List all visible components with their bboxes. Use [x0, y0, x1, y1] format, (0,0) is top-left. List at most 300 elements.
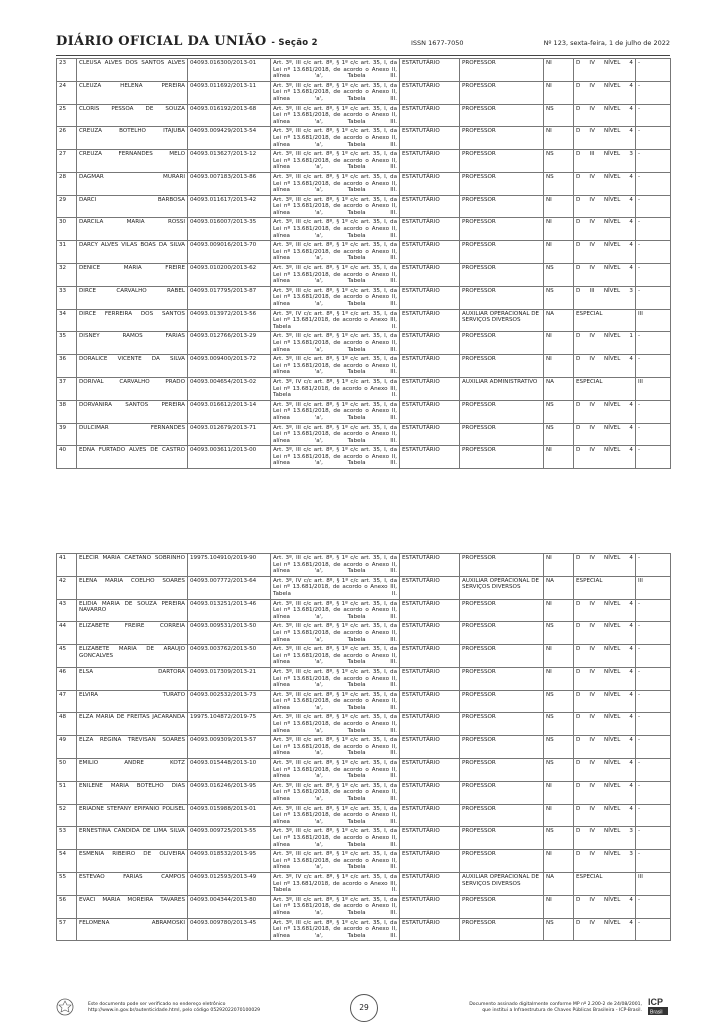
class-level: D IV NÍVEL 4 — [574, 172, 636, 195]
person-name: DARCI BARBOSA — [77, 195, 188, 218]
process-number: 04093.009309/2013-57 — [188, 736, 271, 759]
table-row — [57, 895, 671, 918]
person-name: ESTEVAO FARIAS CAMPOS — [77, 872, 188, 895]
regime: ESTATUTÁRIO — [400, 446, 460, 469]
process-number: 04093.009780/2013-45 — [188, 918, 271, 941]
table-row — [57, 400, 671, 423]
position-title: AUXILIAR ADMINISTRATIVO — [460, 377, 544, 400]
records-table-2 — [56, 553, 671, 941]
regime: ESTATUTÁRIO — [400, 827, 460, 850]
position-title: PROFESSOR — [460, 423, 544, 446]
education-level: NA — [544, 377, 574, 400]
row-number: 50 — [57, 759, 77, 782]
row-number: 35 — [57, 332, 77, 355]
person-name: DAGMAR MURARI — [77, 172, 188, 195]
class-level: D IV NÍVEL 4 — [574, 355, 636, 378]
row-number: 41 — [57, 554, 77, 577]
class-level: D IV NÍVEL 1 — [574, 332, 636, 355]
verification-note — [88, 1002, 260, 1014]
person-name: FELOMENA ABRAMOSKI — [77, 918, 188, 941]
position-title: PROFESSOR — [460, 713, 544, 736]
row-number: 55 — [57, 872, 77, 895]
table-row — [57, 264, 671, 287]
education-level: NI — [544, 332, 574, 355]
class-level: D IV NÍVEL 4 — [574, 736, 636, 759]
table-row — [57, 667, 671, 690]
row-number: 32 — [57, 264, 77, 287]
process-number: 04093.003762/2013-50 — [188, 645, 271, 668]
regime: ESTATUTÁRIO — [400, 645, 460, 668]
position-title: PROFESSOR — [460, 690, 544, 713]
position-title: PROFESSOR — [460, 781, 544, 804]
records-table-1 — [56, 58, 671, 469]
extra-code: - — [636, 759, 671, 782]
education-level: NI — [544, 554, 574, 577]
regime: ESTATUTÁRIO — [400, 736, 460, 759]
process-number: 04093.013251/2013-46 — [188, 599, 271, 622]
row-number: 48 — [57, 713, 77, 736]
page-header — [56, 33, 670, 56]
legal-basis: Art. 3º, III c/c art. 8º, § 1º c/c art. 35, I, da Lei nº 13.681/2018, de acordo o Anexo II, alínea 'a', Tabela III. — [271, 850, 400, 873]
person-name: ERIADNE STEFANY EPIFANIO POLISEL — [77, 804, 188, 827]
education-level: NS — [544, 690, 574, 713]
legal-basis: Art. 3º, III c/c art. 8º, § 1º c/c art. 35, I, da Lei nº 13.681/2018, de acordo o Anexo II, alínea 'a', Tabela III. — [271, 127, 400, 150]
table-row — [57, 599, 671, 622]
legal-basis: Art. 3º, III c/c art. 8º, § 1º c/c art. 35, I, da Lei nº 13.681/2018, de acordo o Anexo II, alínea 'a', Tabela III. — [271, 218, 400, 241]
page-footer — [56, 998, 670, 1020]
extra-code: - — [636, 622, 671, 645]
regime: ESTATUTÁRIO — [400, 690, 460, 713]
position-title: PROFESSOR — [460, 81, 544, 104]
person-name: ERNESTINA CANDIDA DE LIMA SILVA — [77, 827, 188, 850]
legal-basis: Art. 3º, III c/c art. 8º, § 1º c/c art. 35, I, da Lei nº 13.681/2018, de acordo o Anexo II, alínea 'a', Tabela III. — [271, 599, 400, 622]
education-level: NI — [544, 355, 574, 378]
class-level: ESPECIAL — [574, 309, 636, 332]
position-title: PROFESSOR — [460, 150, 544, 173]
regime: ESTATUTÁRIO — [400, 850, 460, 873]
row-number: 54 — [57, 850, 77, 873]
class-level: D IV NÍVEL 3 — [574, 827, 636, 850]
extra-code: - — [636, 172, 671, 195]
education-level: NI — [544, 781, 574, 804]
row-number: 43 — [57, 599, 77, 622]
legal-basis: Art. 3º, IV c/c art. 8º, § 1º c/c art. 35, I, da Lei nº 13.681/2018, de acordo o Anexo III, Tabela II. — [271, 576, 400, 599]
class-level: D IV NÍVEL 4 — [574, 195, 636, 218]
position-title: PROFESSOR — [460, 332, 544, 355]
legal-basis: Art. 3º, III c/c art. 8º, § 1º c/c art. 35, I, da Lei nº 13.681/2018, de acordo o Anexo II, alínea 'a', Tabela III. — [271, 332, 400, 355]
position-title: PROFESSOR — [460, 241, 544, 264]
education-level: NI — [544, 195, 574, 218]
person-name: ELVIRA TURATO — [77, 690, 188, 713]
position-title: PROFESSOR — [460, 218, 544, 241]
regime: ESTATUTÁRIO — [400, 713, 460, 736]
regime: ESTATUTÁRIO — [400, 781, 460, 804]
table-row — [57, 127, 671, 150]
legal-basis: Art. 3º, III c/c art. 8º, § 1º c/c art. 35, I, da Lei nº 13.681/2018, de acordo o Anexo II, alínea 'a', Tabela III. — [271, 286, 400, 309]
class-level: D IV NÍVEL 4 — [574, 895, 636, 918]
signature-note — [469, 1002, 642, 1014]
legal-basis: Art. 3º, III c/c art. 8º, § 1º c/c art. 35, I, da Lei nº 13.681/2018, de acordo o Anexo II, alínea 'a', Tabela III. — [271, 713, 400, 736]
extra-code: - — [636, 804, 671, 827]
issue-date: Nº 123, sexta-feira, 1 de julho de 2022 — [543, 39, 670, 47]
section-label: - Seção 2 — [271, 38, 318, 48]
education-level: NS — [544, 622, 574, 645]
legal-basis: Art. 3º, III c/c art. 8º, § 1º c/c art. 35, I, da Lei nº 13.681/2018, de acordo o Anexo II, alínea 'a', Tabela III. — [271, 81, 400, 104]
person-name: CLEUSA ALVES DOS SANTOS ALVES — [77, 59, 188, 82]
education-level: NI — [544, 81, 574, 104]
process-number: 04093.009531/2013-50 — [188, 622, 271, 645]
class-level: D IV NÍVEL 4 — [574, 759, 636, 782]
person-name: CREUZA FERNANDES MELO — [77, 150, 188, 173]
table-row — [57, 286, 671, 309]
table-row — [57, 377, 671, 400]
position-title: PROFESSOR — [460, 918, 544, 941]
regime: ESTATUTÁRIO — [400, 918, 460, 941]
education-level: NS — [544, 918, 574, 941]
extra-code: - — [636, 332, 671, 355]
row-number: 57 — [57, 918, 77, 941]
education-level: NS — [544, 172, 574, 195]
process-number: 04093.004344/2013-80 — [188, 895, 271, 918]
education-level: NA — [544, 576, 574, 599]
education-level: NI — [544, 446, 574, 469]
class-level: D IV NÍVEL 4 — [574, 127, 636, 150]
extra-code: - — [636, 195, 671, 218]
process-number: 04093.012766/2013-29 — [188, 332, 271, 355]
extra-code: - — [636, 81, 671, 104]
person-name: DORVANIRA SANTOS PEREIRA — [77, 400, 188, 423]
position-title: PROFESSOR — [460, 104, 544, 127]
legal-basis: Art. 3º, III c/c art. 8º, § 1º c/c art. 35, I, da Lei nº 13.681/2018, de acordo o Anexo II, alínea 'a', Tabela III. — [271, 355, 400, 378]
class-level: D IV NÍVEL 4 — [574, 667, 636, 690]
regime: ESTATUTÁRIO — [400, 332, 460, 355]
coat-of-arms-icon — [56, 998, 74, 1016]
extra-code: III — [636, 576, 671, 599]
row-number: 56 — [57, 895, 77, 918]
class-level: D IV NÍVEL 4 — [574, 218, 636, 241]
process-number: 04093.003611/2013-00 — [188, 446, 271, 469]
table-row — [57, 554, 671, 577]
row-number: 42 — [57, 576, 77, 599]
education-level: NS — [544, 713, 574, 736]
table-row — [57, 736, 671, 759]
legal-basis: Art. 3º, III c/c art. 8º, § 1º c/c art. 35, I, da Lei nº 13.681/2018, de acordo o Anexo II, alínea 'a', Tabela III. — [271, 400, 400, 423]
education-level: NI — [544, 241, 574, 264]
education-level: NI — [544, 850, 574, 873]
process-number: 04093.017795/2013-87 — [188, 286, 271, 309]
table-row — [57, 872, 671, 895]
extra-code: - — [636, 400, 671, 423]
legal-basis: Art. 3º, III c/c art. 8º, § 1º c/c art. 35, I, da Lei nº 13.681/2018, de acordo o Anexo II, alínea 'a', Tabela III. — [271, 804, 400, 827]
row-number: 27 — [57, 150, 77, 173]
row-number: 51 — [57, 781, 77, 804]
person-name: CLEUZA HELENA PEREIRA — [77, 81, 188, 104]
extra-code: - — [636, 713, 671, 736]
regime: ESTATUTÁRIO — [400, 241, 460, 264]
person-name: ENILENE MARIA BOTELHO DIAS — [77, 781, 188, 804]
education-level: NI — [544, 218, 574, 241]
education-level: NI — [544, 645, 574, 668]
class-level: D IV NÍVEL 4 — [574, 622, 636, 645]
legal-basis: Art. 3º, III c/c art. 8º, § 1º c/c art. 35, I, da Lei nº 13.681/2018, de acordo o Anexo II, alínea 'a', Tabela III. — [271, 759, 400, 782]
process-number: 04093.016192/2013-68 — [188, 104, 271, 127]
regime: ESTATUTÁRIO — [400, 172, 460, 195]
regime: ESTATUTÁRIO — [400, 622, 460, 645]
table-row — [57, 713, 671, 736]
process-number: 04093.009400/2013-72 — [188, 355, 271, 378]
class-level: D IV NÍVEL 4 — [574, 264, 636, 287]
regime: ESTATUTÁRIO — [400, 81, 460, 104]
extra-code: - — [636, 104, 671, 127]
education-level: NI — [544, 59, 574, 82]
position-title: PROFESSOR — [460, 195, 544, 218]
class-level: D IV NÍVEL 4 — [574, 645, 636, 668]
process-number: 04093.018532/2013-95 — [188, 850, 271, 873]
process-number: 04093.012679/2013-71 — [188, 423, 271, 446]
table-row — [57, 81, 671, 104]
person-name: DENICE MARIA FREIRE — [77, 264, 188, 287]
process-number: 04093.015448/2013-10 — [188, 759, 271, 782]
class-level: D IV NÍVEL 4 — [574, 241, 636, 264]
process-number: 04093.016007/2013-35 — [188, 218, 271, 241]
regime: ESTATUTÁRIO — [400, 309, 460, 332]
table-row — [57, 645, 671, 668]
class-level: D IV NÍVEL 4 — [574, 599, 636, 622]
extra-code: - — [636, 127, 671, 150]
person-name: DORIVAL CARVALHO PRADO — [77, 377, 188, 400]
person-name: ELIZABETE FREIRE CORREIA — [77, 622, 188, 645]
process-number: 04093.016300/2013-01 — [188, 59, 271, 82]
education-level: NI — [544, 804, 574, 827]
process-number: 04093.007183/2013-86 — [188, 172, 271, 195]
process-number: 04093.016246/2013-95 — [188, 781, 271, 804]
process-number: 04093.015988/2013-01 — [188, 804, 271, 827]
table-row — [57, 150, 671, 173]
regime: ESTATUTÁRIO — [400, 218, 460, 241]
row-number: 25 — [57, 104, 77, 127]
class-level: D IV NÍVEL 4 — [574, 59, 636, 82]
row-number: 46 — [57, 667, 77, 690]
regime: ESTATUTÁRIO — [400, 195, 460, 218]
position-title: PROFESSOR — [460, 355, 544, 378]
row-number: 52 — [57, 804, 77, 827]
person-name: CREUZA BOTELHO ITAJUBA — [77, 127, 188, 150]
person-name: DORALICE VICENTE DA SILVA — [77, 355, 188, 378]
regime: ESTATUTÁRIO — [400, 804, 460, 827]
table-row — [57, 332, 671, 355]
regime: ESTATUTÁRIO — [400, 759, 460, 782]
regime: ESTATUTÁRIO — [400, 104, 460, 127]
process-number: 04093.002532/2013-73 — [188, 690, 271, 713]
person-name: DIRCE CARVALHO RABEL — [77, 286, 188, 309]
education-level: NA — [544, 309, 574, 332]
table-row — [57, 423, 671, 446]
process-number: 19975.104910/2019-90 — [188, 554, 271, 577]
row-number: 38 — [57, 400, 77, 423]
education-level: NI — [544, 127, 574, 150]
process-number: 04093.009429/2013-54 — [188, 127, 271, 150]
legal-basis: Art. 3º, III c/c art. 8º, § 1º c/c art. 35, I, da Lei nº 13.681/2018, de acordo o Anexo II, alínea 'a', Tabela III. — [271, 554, 400, 577]
legal-basis: Art. 3º, IV c/c art. 8º, § 1º c/c art. 35, I, da Lei nº 13.681/2018, de acordo o Anexo III, Tabela II. — [271, 872, 400, 895]
legal-basis: Art. 3º, III c/c art. 8º, § 1º c/c art. 35, I, da Lei nº 13.681/2018, de acordo o Anexo II, alínea 'a', Tabela III. — [271, 241, 400, 264]
table-row — [57, 104, 671, 127]
row-number: 26 — [57, 127, 77, 150]
extra-code: - — [636, 286, 671, 309]
extra-code: III — [636, 377, 671, 400]
row-number: 39 — [57, 423, 77, 446]
process-number: 04093.009725/2013-55 — [188, 827, 271, 850]
class-level: D IV NÍVEL 4 — [574, 104, 636, 127]
table-row — [57, 59, 671, 82]
table-row — [57, 804, 671, 827]
extra-code: - — [636, 599, 671, 622]
extra-code: - — [636, 918, 671, 941]
table-row — [57, 172, 671, 195]
person-name: DISNEY RAMOS FARIAS — [77, 332, 188, 355]
row-number: 23 — [57, 59, 77, 82]
person-name: DARCILA MARIA ROSSI — [77, 218, 188, 241]
table-row — [57, 218, 671, 241]
extra-code: - — [636, 241, 671, 264]
person-name: DIRCE FERREIRA DOS SANTOS — [77, 309, 188, 332]
class-level: D III NÍVEL 3 — [574, 286, 636, 309]
row-number: 28 — [57, 172, 77, 195]
row-number: 47 — [57, 690, 77, 713]
process-number: 04093.016612/2013-14 — [188, 400, 271, 423]
class-level: D IV NÍVEL 4 — [574, 690, 636, 713]
regime: ESTATUTÁRIO — [400, 400, 460, 423]
verification-line-1: Este documento pode ser verificado no endereço eletrônico — [88, 1002, 226, 1007]
svg-text:Brasil: Brasil — [650, 1009, 663, 1016]
row-number: 33 — [57, 286, 77, 309]
regime: ESTATUTÁRIO — [400, 554, 460, 577]
legal-basis: Art. 3º, III c/c art. 8º, § 1º c/c art. 35, I, da Lei nº 13.681/2018, de acordo o Anexo II, alínea 'a', Tabela III. — [271, 446, 400, 469]
person-name: EDNA FURTADO ALVES DE CASTRO — [77, 446, 188, 469]
extra-code: - — [636, 690, 671, 713]
table-row — [57, 622, 671, 645]
process-number: 04093.010200/2013-62 — [188, 264, 271, 287]
person-name: EVACI MARIA MOREIRA TAVARES — [77, 895, 188, 918]
person-name: ELENA MARIA COELHO SOARES — [77, 576, 188, 599]
extra-code: - — [636, 59, 671, 82]
person-name: ELSA DARTORA — [77, 667, 188, 690]
position-title: PROFESSOR — [460, 827, 544, 850]
extra-code: - — [636, 150, 671, 173]
class-level: ESPECIAL — [574, 872, 636, 895]
process-number: 04093.013972/2013-56 — [188, 309, 271, 332]
process-number: 04093.009016/2013-70 — [188, 241, 271, 264]
row-number: 49 — [57, 736, 77, 759]
table-row — [57, 241, 671, 264]
class-level: D IV NÍVEL 4 — [574, 781, 636, 804]
row-number: 29 — [57, 195, 77, 218]
position-title: PROFESSOR — [460, 264, 544, 287]
position-title: PROFESSOR — [460, 599, 544, 622]
legal-basis: Art. 3º, III c/c art. 8º, § 1º c/c art. 35, I, da Lei nº 13.681/2018, de acordo o Anexo II, alínea 'a', Tabela III. — [271, 895, 400, 918]
row-number: 44 — [57, 622, 77, 645]
issn: ISSN 1677-7050 — [411, 39, 464, 47]
position-title: PROFESSOR — [460, 622, 544, 645]
icp-brasil-logo — [646, 996, 670, 1018]
table-row — [57, 759, 671, 782]
person-name: ESMENIA RIBEIRO DE OLIVEIRA — [77, 850, 188, 873]
legal-basis: Art. 3º, III c/c art. 8º, § 1º c/c art. 35, I, da Lei nº 13.681/2018, de acordo o Anexo II, alínea 'a', Tabela III. — [271, 104, 400, 127]
education-level: NS — [544, 150, 574, 173]
position-title: PROFESSOR — [460, 804, 544, 827]
legal-basis: Art. 3º, III c/c art. 8º, § 1º c/c art. 35, I, da Lei nº 13.681/2018, de acordo o Anexo II, alínea 'a', Tabela III. — [271, 736, 400, 759]
table-row — [57, 195, 671, 218]
process-number: 04093.013627/2013-12 — [188, 150, 271, 173]
row-number: 45 — [57, 645, 77, 668]
extra-code: - — [636, 218, 671, 241]
class-level: D IV NÍVEL 4 — [574, 400, 636, 423]
education-level: NS — [544, 400, 574, 423]
person-name: ELZA MARIA DE FREITAS JACARANDA — [77, 713, 188, 736]
position-title: PROFESSOR — [460, 172, 544, 195]
education-level: NI — [544, 599, 574, 622]
extra-code: III — [636, 309, 671, 332]
process-number: 04093.012593/2013-49 — [188, 872, 271, 895]
extra-code: - — [636, 423, 671, 446]
table-row — [57, 827, 671, 850]
signature-line-1: Documento assinado digitalmente conforme MP nº 2.200-2 de 24/08/2001, — [469, 1002, 642, 1007]
class-level: D IV NÍVEL 4 — [574, 423, 636, 446]
extra-code: - — [636, 554, 671, 577]
legal-basis: Art. 3º, III c/c art. 8º, § 1º c/c art. 35, I, da Lei nº 13.681/2018, de acordo o Anexo II, alínea 'a', Tabela III. — [271, 622, 400, 645]
education-level: NS — [544, 736, 574, 759]
extra-code: - — [636, 645, 671, 668]
table-row — [57, 309, 671, 332]
education-level: NS — [544, 827, 574, 850]
person-name: DARCY ALVES VILAS BOAS DA SILVA — [77, 241, 188, 264]
position-title: PROFESSOR — [460, 446, 544, 469]
row-number: 36 — [57, 355, 77, 378]
class-level: D IV NÍVEL 3 — [574, 850, 636, 873]
svg-text:ICP: ICP — [648, 997, 664, 1007]
legal-basis: Art. 3º, III c/c art. 8º, § 1º c/c art. 35, I, da Lei nº 13.681/2018, de acordo o Anexo II, alínea 'a', Tabela III. — [271, 690, 400, 713]
regime: ESTATUTÁRIO — [400, 872, 460, 895]
regime: ESTATUTÁRIO — [400, 355, 460, 378]
row-number: 40 — [57, 446, 77, 469]
process-number: 04093.011617/2013-42 — [188, 195, 271, 218]
position-title: PROFESSOR — [460, 127, 544, 150]
education-level: NI — [544, 895, 574, 918]
table-row — [57, 918, 671, 941]
page-number: 29 — [350, 994, 378, 1022]
row-number: 30 — [57, 218, 77, 241]
signature-line-2: que institui a Infraestrutura de Chaves Públicas Brasileira - ICP-Brasil. — [482, 1008, 642, 1013]
position-title: PROFESSOR — [460, 645, 544, 668]
verification-line-2: http://www.in.gov.br/autenticidade.html, pelo código 05292022070100029 — [88, 1008, 261, 1013]
person-name: ELZA REGINA TREVISAN SOARES — [77, 736, 188, 759]
row-number: 37 — [57, 377, 77, 400]
legal-basis: Art. 3º, III c/c art. 8º, § 1º c/c art. 35, I, da Lei nº 13.681/2018, de acordo o Anexo II, alínea 'a', Tabela III. — [271, 423, 400, 446]
legal-basis: Art. 3º, III c/c art. 8º, § 1º c/c art. 35, I, da Lei nº 13.681/2018, de acordo o Anexo II, alínea 'a', Tabela III. — [271, 918, 400, 941]
person-name: ELECIR MARIA CAETANO SOBRINHO — [77, 554, 188, 577]
class-level: D IV NÍVEL 4 — [574, 918, 636, 941]
regime: ESTATUTÁRIO — [400, 286, 460, 309]
regime: ESTATUTÁRIO — [400, 127, 460, 150]
legal-basis: Art. 3º, III c/c art. 8º, § 1º c/c art. 35, I, da Lei nº 13.681/2018, de acordo o Anexo II, alínea 'a', Tabela III. — [271, 667, 400, 690]
row-number: 31 — [57, 241, 77, 264]
process-number: 19975.104872/2019-75 — [188, 713, 271, 736]
extra-code: - — [636, 355, 671, 378]
newspaper-name: DIÁRIO OFICIAL DA UNIÃO — [56, 34, 267, 49]
legal-basis: Art. 3º, III c/c art. 8º, § 1º c/c art. 35, I, da Lei nº 13.681/2018, de acordo o Anexo II, alínea 'a', Tabela III. — [271, 172, 400, 195]
extra-code: - — [636, 895, 671, 918]
regime: ESTATUTÁRIO — [400, 59, 460, 82]
regime: ESTATUTÁRIO — [400, 264, 460, 287]
